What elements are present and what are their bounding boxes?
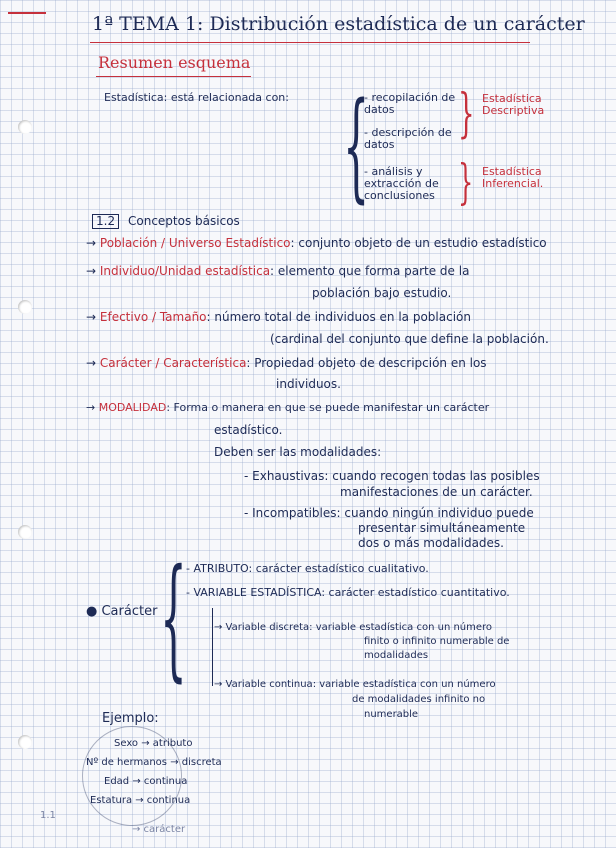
ejemplo-row: Estatura → continua xyxy=(90,795,191,806)
binder-hole xyxy=(18,120,32,134)
subtitle-underline xyxy=(96,76,251,77)
section-title: Conceptos básicos xyxy=(128,214,240,228)
concept-term: Población / Universo Estadístico xyxy=(99,236,291,250)
concept-term: Carácter / Característica xyxy=(99,356,247,370)
concept-term: MODALIDAD xyxy=(98,401,167,414)
bullet-icon: ● xyxy=(86,604,98,619)
arrow-icon: → xyxy=(86,356,97,370)
intro-item: - análisis y extracción de conclusiones xyxy=(364,165,439,203)
modalidad-text: : cuando recogen todas las posibles xyxy=(324,469,540,483)
concept-row xyxy=(86,265,469,278)
arrow-icon: → xyxy=(86,236,97,250)
binder-hole xyxy=(18,735,32,749)
concept-row xyxy=(86,402,489,414)
concept-term: Individuo/Unidad estadística xyxy=(99,264,271,278)
concept-term: Efectivo / Tamaño xyxy=(99,310,207,324)
intro-item: - recopilación de datos xyxy=(364,91,456,117)
variable-text: : carácter estadístico cuantitativo. xyxy=(321,586,510,599)
ejemplo-label: Ejemplo: xyxy=(102,711,159,726)
modalidad-text: : cuando ningún individuo puede xyxy=(336,506,534,520)
continua-text-cont: de modalidades infinito no xyxy=(352,694,486,705)
modalidad-label: - Incompatibles xyxy=(244,506,337,520)
concept-def: : Propiedad objeto de descripción en los xyxy=(246,356,487,370)
atributo-label: - ATRIBUTO xyxy=(186,562,249,575)
modalidad-label: - Exhaustivas xyxy=(244,469,325,483)
discreta-text-cont: finito o infinito numerable de xyxy=(364,636,510,647)
continua-text-cont: numerable xyxy=(364,709,419,720)
concept-def: : elemento que forma parte de la xyxy=(270,264,470,278)
ejemplo-row: Edad → continua xyxy=(104,776,188,787)
concept-row xyxy=(86,357,487,370)
caracter-label: Carácter xyxy=(101,604,158,619)
margin-mark xyxy=(8,12,46,14)
caracter-row xyxy=(86,605,157,619)
discreta-text-cont: modalidades xyxy=(364,650,429,661)
group-brace: } xyxy=(458,84,475,144)
ejemplo-footer: → carácter xyxy=(132,824,186,835)
group-label: Estadística Descriptiva xyxy=(482,92,545,118)
intro-brace: { xyxy=(343,76,370,214)
concept-row xyxy=(86,237,547,250)
group-brace: } xyxy=(458,154,474,210)
discreta-label: → Variable discreta xyxy=(214,622,310,633)
concept-def-cont: (cardinal del conjunto que define la población. xyxy=(270,332,549,346)
variable-label: - VARIABLE ESTADÍSTICA xyxy=(186,586,322,599)
intro-text: Estadística: está relacionada con: xyxy=(104,91,289,104)
binder-hole xyxy=(18,525,32,539)
discreta-row xyxy=(214,622,492,633)
title-underline xyxy=(90,42,530,43)
modalidad-text-cont: dos o más modalidades. xyxy=(358,536,504,550)
page-mark: 1.1 xyxy=(40,810,56,821)
ejemplo-row: Nº de hermanos → discreta xyxy=(86,757,222,768)
modalidad-row xyxy=(244,470,540,483)
continua-label: → Variable continua xyxy=(214,679,313,690)
variable-row xyxy=(186,587,510,599)
concept-def-cont: estadístico. xyxy=(214,423,283,437)
continua-text: : variable estadística con un número xyxy=(312,679,496,690)
caracter-brace: { xyxy=(160,541,187,695)
modalidad-text-cont: manifestaciones de un carácter. xyxy=(340,485,533,499)
concept-def: : conjunto objeto de un estudio estadístico xyxy=(290,236,547,250)
atributo-text: : carácter estadístico cualitativo. xyxy=(248,562,429,575)
discreta-text: : variable estadística con un número xyxy=(309,622,493,633)
atributo-row xyxy=(186,563,429,575)
concept-def: : número total de individuos en la población xyxy=(206,310,471,324)
page-title: 1ª TEMA 1: Distribución estadística de un carácter xyxy=(92,13,585,35)
arrow-icon: → xyxy=(86,401,96,414)
tree-line xyxy=(212,608,213,686)
concept-row xyxy=(86,311,471,324)
concept-def-cont: población bajo estudio. xyxy=(312,286,452,300)
arrow-icon: → xyxy=(86,264,97,278)
modalidad-row xyxy=(244,507,534,520)
group-label: Estadística Inferencial. xyxy=(482,165,544,191)
continua-row xyxy=(214,679,496,690)
modalidades-intro: Deben ser las modalidades: xyxy=(214,445,382,459)
ejemplo-row: Sexo → atributo xyxy=(114,738,193,749)
section-number: 1.2 xyxy=(92,214,119,229)
binder-hole xyxy=(18,300,32,314)
concept-def: : Forma o manera en que se puede manifestar un carácter xyxy=(166,401,490,414)
concept-def-cont: individuos. xyxy=(276,377,341,391)
modalidad-text-cont: presentar simultáneamente xyxy=(358,521,526,535)
page-subtitle: Resumen esquema xyxy=(98,53,251,72)
arrow-icon: → xyxy=(86,310,97,324)
intro-item: - descripción de datos xyxy=(364,126,452,152)
